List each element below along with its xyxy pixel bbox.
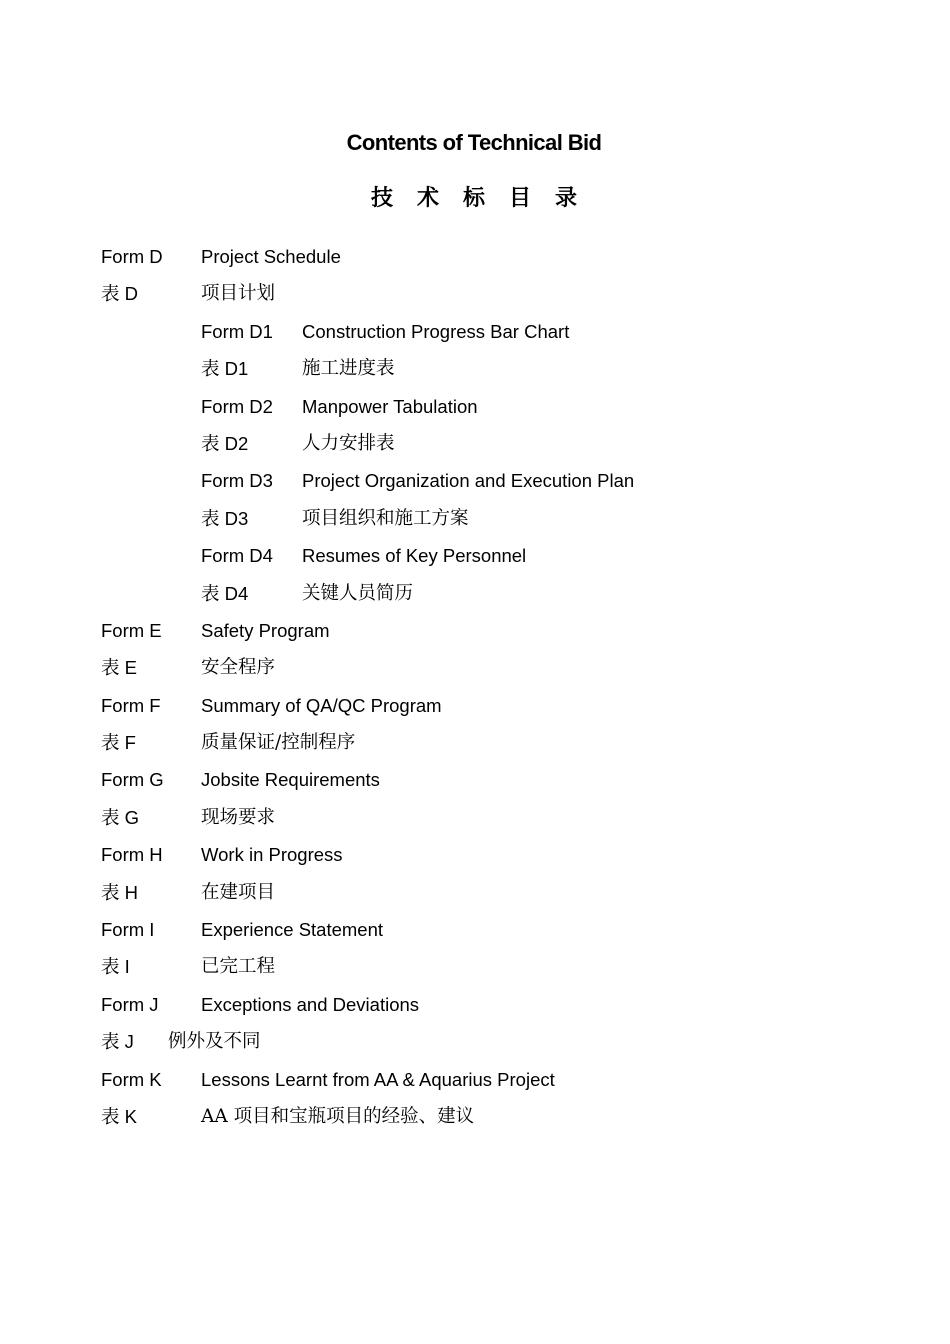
form-code: 表 H bbox=[101, 881, 139, 903]
toc-entry bbox=[101, 952, 861, 989]
toc-entry bbox=[101, 915, 861, 952]
form-code: 表 D2 bbox=[201, 432, 249, 454]
form-title: Jobsite Requirements bbox=[201, 769, 380, 791]
toc-entry bbox=[101, 691, 861, 728]
form-title: 已完工程 bbox=[201, 956, 276, 978]
toc-subentry bbox=[101, 504, 861, 541]
form-title: 质量保证/控制程序 bbox=[201, 732, 356, 754]
toc-subentry bbox=[101, 579, 861, 616]
form-title: Resumes of Key Personnel bbox=[302, 545, 527, 567]
toc-subentry bbox=[101, 354, 861, 391]
toc-entry bbox=[101, 990, 861, 1027]
form-title: Summary of QA/QC Program bbox=[201, 694, 442, 716]
form-code: 表 D bbox=[101, 283, 139, 305]
form-code: Form D4 bbox=[201, 545, 273, 567]
form-code: 表 K bbox=[101, 1105, 137, 1127]
form-title: AA 项目和宝瓶项目的经验、建议 bbox=[201, 1105, 475, 1127]
form-title: Construction Progress Bar Chart bbox=[302, 320, 570, 342]
form-title: 项目组织和施工方案 bbox=[302, 507, 469, 529]
form-title: 人力安排表 bbox=[302, 432, 395, 454]
form-code: Form D bbox=[101, 246, 163, 267]
form-title: Project Organization and Execution Plan bbox=[302, 470, 635, 492]
toc-entry bbox=[101, 1065, 861, 1102]
toc-entry bbox=[101, 279, 861, 316]
toc-subentry bbox=[101, 392, 861, 429]
form-title: Safety Program bbox=[201, 619, 330, 641]
form-code: Form H bbox=[101, 844, 163, 866]
toc-subentry bbox=[101, 466, 861, 503]
form-code: 表 D3 bbox=[201, 507, 249, 529]
title-chinese: 技术标目录 bbox=[370, 186, 601, 211]
toc-entry bbox=[101, 765, 861, 802]
form-title: 施工进度表 bbox=[302, 358, 395, 380]
form-code: Form K bbox=[101, 1068, 162, 1090]
form-title: 项目计划 bbox=[201, 283, 276, 305]
toc-subentry bbox=[101, 317, 861, 354]
form-code: 表 E bbox=[101, 657, 137, 679]
toc-entry bbox=[101, 242, 861, 279]
form-title: Exceptions and Deviations bbox=[201, 993, 420, 1015]
form-code: Form E bbox=[101, 619, 162, 641]
form-title: 安全程序 bbox=[201, 657, 276, 679]
form-code: 表 D4 bbox=[201, 582, 249, 604]
form-code: Form D3 bbox=[201, 470, 273, 492]
toc-entry bbox=[101, 616, 861, 653]
form-code: Form J bbox=[101, 993, 159, 1015]
form-title: 在建项目 bbox=[201, 881, 276, 903]
toc-entry bbox=[101, 803, 861, 840]
form-code: 表 D1 bbox=[201, 358, 249, 380]
toc-entry bbox=[101, 653, 861, 690]
form-code: 表 G bbox=[101, 806, 140, 828]
form-title: Lessons Learnt from AA & Aquarius Project bbox=[201, 1068, 555, 1090]
form-code: Form D2 bbox=[201, 395, 273, 417]
form-code: 表 I bbox=[101, 956, 130, 978]
toc-subentry bbox=[101, 429, 861, 466]
form-code: Form F bbox=[101, 694, 161, 716]
table-of-contents bbox=[101, 242, 861, 1139]
title-english: Contents of Technical Bid bbox=[346, 130, 602, 155]
toc-entry bbox=[101, 1102, 861, 1139]
toc-subentry bbox=[101, 541, 861, 578]
form-code: 表 J bbox=[101, 1031, 134, 1053]
form-title: Experience Statement bbox=[201, 919, 384, 941]
form-title: Project Schedule bbox=[201, 246, 341, 267]
form-code: 表 F bbox=[101, 732, 136, 754]
form-title: 关键人员简历 bbox=[302, 582, 414, 604]
form-title: 现场要求 bbox=[201, 806, 276, 828]
form-title: 例外及不同 bbox=[168, 1031, 261, 1053]
form-title: Work in Progress bbox=[201, 844, 343, 866]
toc-entry bbox=[101, 1027, 861, 1064]
toc-entry bbox=[101, 878, 861, 915]
form-code: Form I bbox=[101, 919, 155, 941]
form-code: Form D1 bbox=[201, 320, 273, 342]
toc-entry bbox=[101, 728, 861, 765]
toc-entry bbox=[101, 840, 861, 877]
form-title: Manpower Tabulation bbox=[302, 395, 478, 417]
form-code: Form G bbox=[101, 769, 164, 791]
